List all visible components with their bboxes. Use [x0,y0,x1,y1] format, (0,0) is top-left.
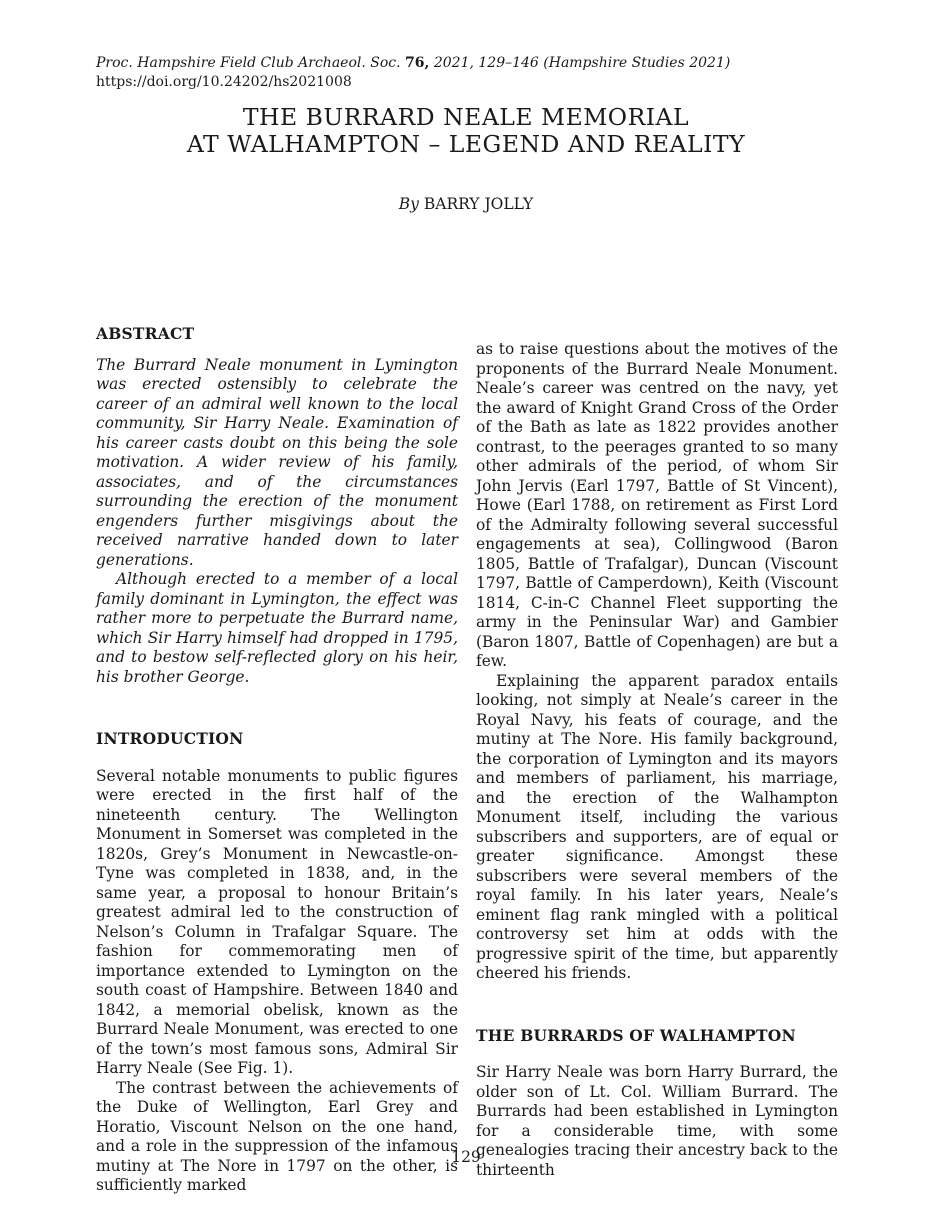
citation-suffix: 2021, 129–146 (Hampshire Studies 2021) [433,55,731,71]
body-paragraph: as to raise questions about the motives of the proponents of the Burrard Neale Monument. Neale’s career was centred on the navy, yet the award of Knight Grand Cross of the Order of the Bath as late as 1822 provides another contrast, to the peerages granted to so many other admirals of the period, of whom Sir John Jervis (Earl 1797, Battle of St Vincent), Howe (Earl 1788, on retirement as First Lord of the Admiralty following several successful engagements at sea), Collingwood (Baron 1805, Battle of Trafalgar), Duncan (Viscount 1797, Battle of Camperdown), Keith (Viscount 1814, C-in-C Channel Fleet supporting the army in the Peninsular War) and Gambier (Baron 1807, Battle of Copenhagen) are but a few. [476,340,838,670]
abstract-body [96,356,458,688]
introduction-heading: INTRODUCTION [96,729,244,748]
running-header [96,54,836,92]
doi-link[interactable]: https://doi.org/10.24202/hs2021008 [96,74,352,90]
body-paragraph: Sir Harry Neale was born Harry Burrard, the older son of Lt. Col. William Burrard. The Burrards had been established in Lymington for a considerable time, with some genealogies tracing their ancestry back to the thirteenth [476,1063,838,1179]
title-line-1: THE BURRARD NEALE MEMORIAL [242,103,690,131]
body-paragraph: Explaining the apparent paradox entails looking, not simply at Neale’s career in the Royal Navy, his feats of courage, and the mutiny at The Nore. His family background, the corporation of Lymington and its mayors and members of parliament, his marriage, and the erection of the Walhampton Monument itself, including the various subscribers and supporters, are of equal or greater significance. Amongst these subscribers were several members of the royal family. In his later years, Neale’s eminent flag rank mingled with a political controversy set him at odds with the progressive spirit of the time, but apparently cheered his friends. [476,671,838,982]
author-line [96,195,836,213]
author-name: BARRY JOLLY [423,195,534,213]
page-number: 129 [451,1148,481,1166]
abstract-heading: ABSTRACT [96,324,195,343]
right-column [476,340,838,1180]
citation-volume: 76, [405,55,430,71]
author-by: By [398,195,419,213]
article-title [96,104,836,158]
title-line-2: AT WALHAMPTON – LEGEND AND REALITY [186,130,746,158]
left-column [96,324,458,1196]
abstract-paragraph: Although erected to a member of a local family dominant in Lymington, the effect was rather more to perpetuate the Burrard name, which Sir Harry himself had dropped in 1795, and to bestow self-reflected glory on his heir, his brother George. [96,570,458,686]
citation-prefix: Proc. Hampshire Field Club Archaeol. Soc. [96,55,401,71]
burrards-heading: THE BURRARDS OF WALHAMPTON [476,1025,796,1045]
body-paragraph: Several notable monuments to public figures were erected in the first half of the nineteenth century. The Wellington Monument in Somerset was completed in the 1820s, Grey’s Monument in Newcastle-on-Tyne was completed in 1838, and, in the same year, a proposal to honour Britain’s greatest admiral led to the construction of Nelson’s Column in Trafalgar Square. The fashion for commemorating men of importance extended to Lymington on the south coast of Hampshire. Between 1840 and 1842, a memorial obelisk, known as the Burrard Neale Monument, was erected to one of the town’s most famous sons, Admiral Sir Harry Neale (See Fig. 1). [96,766,458,1077]
citation-line [96,54,836,73]
abstract-paragraph: The Burrard Neale monument in Lymington was erected ostensibly to celebrate the career of an admiral well known to the local community, Sir Harry Neale. Examination of his career casts doubt on this being the sole motivation. A wider review of his family, associates, and of the circumstances surrounding the erection of the monument engenders further misgivings about the received narrative handed down to later generations. [96,355,458,569]
body-paragraph: The contrast between the achievements of the Duke of Wellington, Earl Grey and Horatio, Viscount Nelson on the one hand, and a role in the suppression of the infamous mutiny at The Nore in 1797 on the other, is sufficiently marked [96,1078,458,1194]
